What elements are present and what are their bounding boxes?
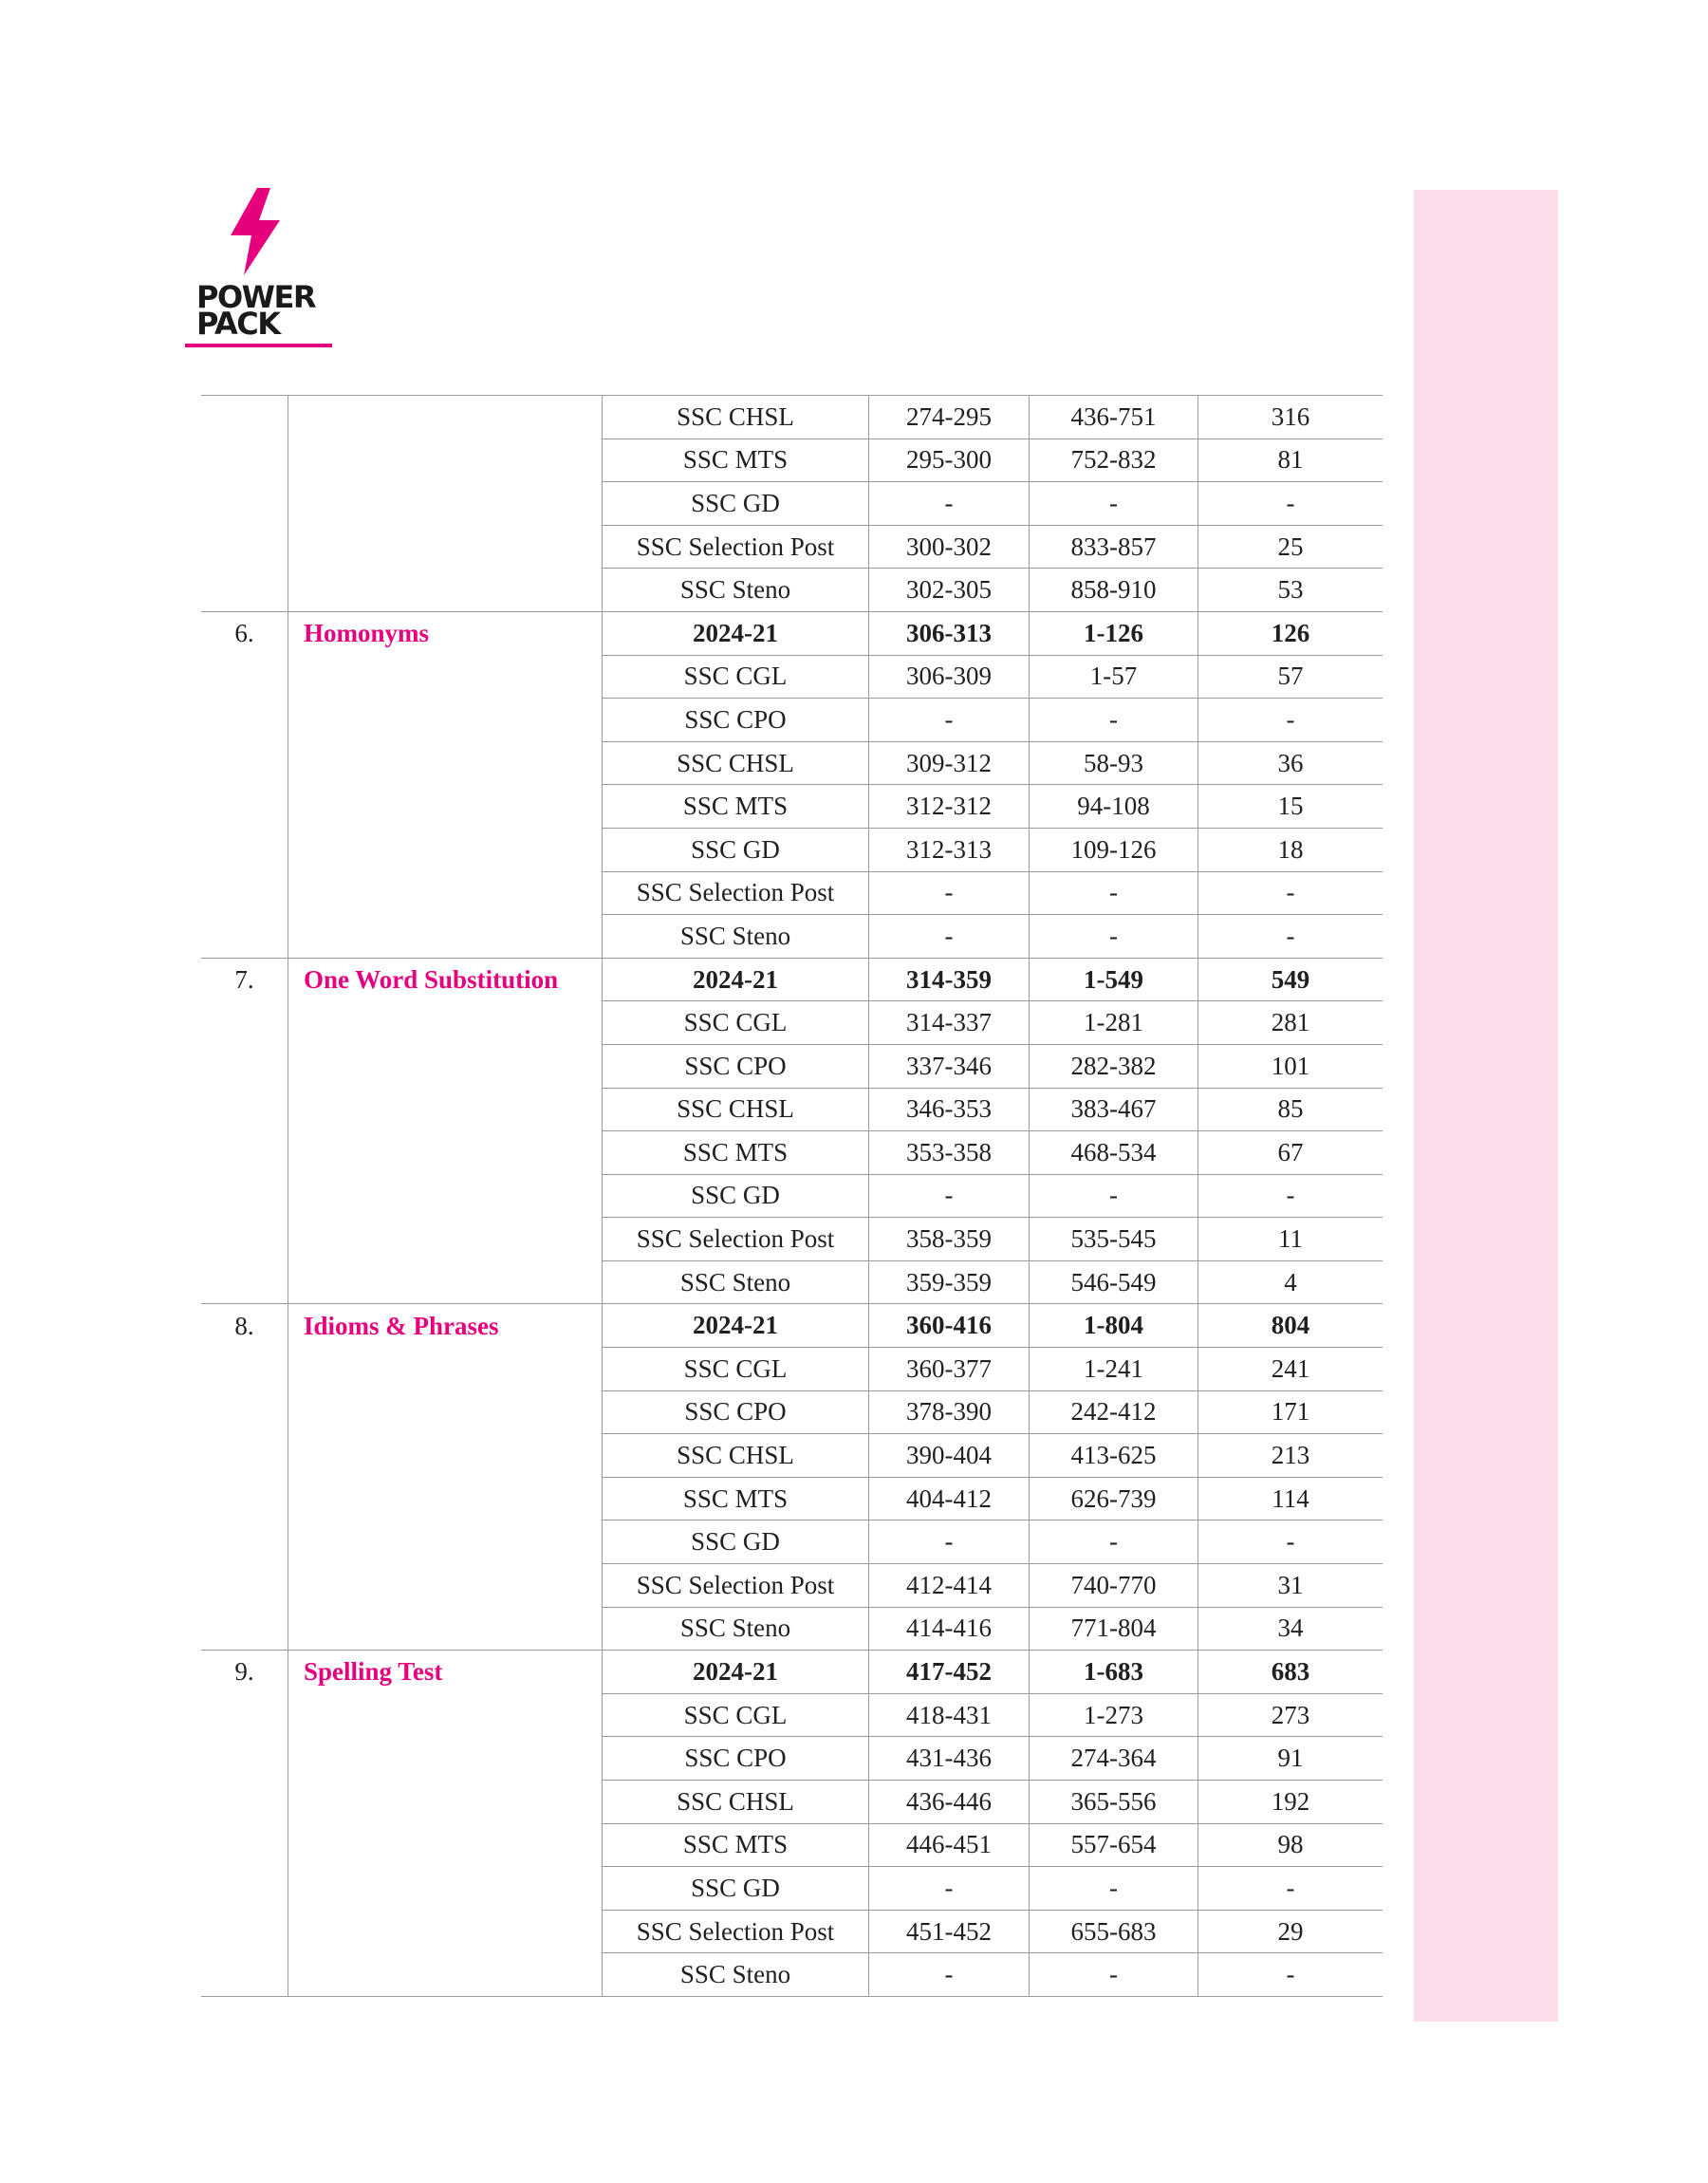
page-range: 390-404 [869,1434,1030,1478]
question-range: 1-273 [1030,1693,1198,1737]
exam-row [201,438,1383,482]
topic-number: 8. [201,1304,288,1348]
lightning-bolt-icon [227,188,284,275]
exam-row [201,1218,1383,1261]
exam-name: 2024-21 [603,958,869,1001]
question-range: 771-804 [1030,1607,1198,1651]
question-total: - [1198,915,1383,959]
question-range: 1-57 [1030,655,1198,699]
question-total: 11 [1198,1218,1383,1261]
exam-name: 2024-21 [603,611,869,655]
exam-name: SSC MTS [603,785,869,829]
exam-name: SSC CGL [603,1348,869,1391]
exam-row [201,1737,1383,1781]
question-total: 549 [1198,958,1383,1001]
topic-number [201,1910,288,1953]
exam-name: SSC Steno [603,1260,869,1304]
topic-number [201,1434,288,1478]
question-total: 34 [1198,1607,1383,1651]
question-range: 1-804 [1030,1304,1198,1348]
topic-name [288,438,603,482]
question-range: 1-126 [1030,611,1198,655]
exam-name: SSC GD [603,1867,869,1911]
topic-name [288,741,603,785]
topic-number [201,915,288,959]
exam-name: SSC MTS [603,1131,869,1175]
topic-number [201,1607,288,1651]
exam-name: SSC GD [603,1521,869,1564]
topic-row [201,611,1383,655]
exam-row [201,1434,1383,1478]
question-total: - [1198,1867,1383,1911]
exam-name: SSC Steno [603,1607,869,1651]
question-range: 365-556 [1030,1781,1198,1824]
exam-row [201,1910,1383,1953]
page-range: 314-337 [869,1001,1030,1045]
topic-number [201,1823,288,1867]
page-range: - [869,1867,1030,1911]
question-total: 683 [1198,1651,1383,1694]
exam-row [201,1607,1383,1651]
exam-row [201,699,1383,742]
page-range: 446-451 [869,1823,1030,1867]
logo-underline [185,344,332,347]
question-total: 281 [1198,1001,1383,1045]
exam-name: SSC CHSL [603,1781,869,1824]
topic-name [288,1910,603,1953]
topic-name [288,1953,603,1997]
question-range: - [1030,482,1198,526]
topic-number [201,828,288,871]
question-range: 740-770 [1030,1564,1198,1608]
exam-name: SSC Selection Post [603,871,869,915]
exam-name: SSC Selection Post [603,1218,869,1261]
topic-name [288,1218,603,1261]
page-range: 436-446 [869,1781,1030,1824]
exam-name: SSC Selection Post [603,1564,869,1608]
topic-number: 7. [201,958,288,1001]
page-range: - [869,699,1030,742]
question-range: - [1030,699,1198,742]
question-range: 58-93 [1030,741,1198,785]
exam-name: SSC Steno [603,569,869,612]
exam-name: SSC GD [603,482,869,526]
exam-name: SSC Steno [603,1953,869,1997]
question-total: 25 [1198,525,1383,569]
page-range: 451-452 [869,1910,1030,1953]
question-range: 436-751 [1030,396,1198,439]
question-range: 282-382 [1030,1044,1198,1088]
question-total: 85 [1198,1088,1383,1131]
exam-name: SSC MTS [603,438,869,482]
exam-name: SSC Selection Post [603,525,869,569]
question-total: 15 [1198,785,1383,829]
question-total: 57 [1198,655,1383,699]
topic-name [288,1001,603,1045]
topic-number [201,785,288,829]
question-range: 1-281 [1030,1001,1198,1045]
page-range: - [869,1521,1030,1564]
topic-number [201,1953,288,1997]
topic-number [201,525,288,569]
page-range: 312-312 [869,785,1030,829]
question-total: 36 [1198,741,1383,785]
question-range: 752-832 [1030,438,1198,482]
topic-name [288,1521,603,1564]
topic-name [288,1260,603,1304]
question-total: 53 [1198,569,1383,612]
exam-name: SSC CHSL [603,396,869,439]
page-range: 300-302 [869,525,1030,569]
topic-name [288,655,603,699]
exam-row [201,1781,1383,1824]
contents-table [201,395,1383,1997]
exam-name: SSC MTS [603,1477,869,1521]
power-pack-logo [185,188,337,349]
exam-name: SSC CPO [603,1390,869,1434]
topic-name [288,1607,603,1651]
exam-row [201,482,1383,526]
topic-name [288,1348,603,1391]
exam-row [201,1131,1383,1175]
question-total: 316 [1198,396,1383,439]
exam-name: SSC CHSL [603,1434,869,1478]
page-range: 314-359 [869,958,1030,1001]
question-range: - [1030,1174,1198,1218]
topic-number [201,1174,288,1218]
topic-name [288,1044,603,1088]
exam-name: 2024-21 [603,1304,869,1348]
exam-row [201,1390,1383,1434]
question-total: 114 [1198,1477,1383,1521]
topic-number [201,1044,288,1088]
question-range: - [1030,1953,1198,1997]
question-total: 98 [1198,1823,1383,1867]
exam-row [201,569,1383,612]
side-color-strip [1414,190,1558,2022]
question-range: 1-549 [1030,958,1198,1001]
question-total: - [1198,482,1383,526]
page-range: 360-416 [869,1304,1030,1348]
topic-name [288,1390,603,1434]
question-range: - [1030,1867,1198,1911]
question-range: 557-654 [1030,1823,1198,1867]
page-range: 337-346 [869,1044,1030,1088]
page-range: 346-353 [869,1088,1030,1131]
topic-number [201,871,288,915]
exam-name: SSC CPO [603,699,869,742]
exam-name: SSC CHSL [603,1088,869,1131]
page-range: 302-305 [869,569,1030,612]
question-range: 1-683 [1030,1651,1198,1694]
question-range: 655-683 [1030,1910,1198,1953]
exam-row [201,741,1383,785]
question-range: 833-857 [1030,525,1198,569]
question-total: 171 [1198,1390,1383,1434]
topic-name: Homonyms [288,611,603,655]
exam-row [201,525,1383,569]
exam-row [201,396,1383,439]
page-range: - [869,1953,1030,1997]
exam-row [201,1564,1383,1608]
topic-number [201,482,288,526]
question-total: 29 [1198,1910,1383,1953]
exam-name: SSC CGL [603,655,869,699]
topic-name [288,1564,603,1608]
topic-name [288,915,603,959]
exam-name: SSC CGL [603,1001,869,1045]
logo-word-pack: PACK [196,306,280,342]
exam-row [201,1477,1383,1521]
topic-name [288,699,603,742]
page-range: 353-358 [869,1131,1030,1175]
topic-name: One Word Substitution [288,958,603,1001]
exam-row [201,828,1383,871]
topic-row [201,1304,1383,1348]
topic-name [288,1174,603,1218]
exam-name: SSC CGL [603,1693,869,1737]
topic-number: 6. [201,611,288,655]
question-range: 626-739 [1030,1477,1198,1521]
topic-name [288,1823,603,1867]
topic-row [201,958,1383,1001]
topic-name [288,871,603,915]
question-total: 126 [1198,611,1383,655]
page-range: 360-377 [869,1348,1030,1391]
page-range: 309-312 [869,741,1030,785]
page-range: 274-295 [869,396,1030,439]
topic-name [288,1477,603,1521]
topic-name [288,1131,603,1175]
topic-number [201,1781,288,1824]
question-total: 18 [1198,828,1383,871]
topic-number [201,655,288,699]
exam-row [201,655,1383,699]
question-range: 109-126 [1030,828,1198,871]
exam-row [201,785,1383,829]
topic-number [201,1348,288,1391]
topic-number [201,1564,288,1608]
page-range: 414-416 [869,1607,1030,1651]
topic-number: 9. [201,1651,288,1694]
topic-number [201,1088,288,1131]
topic-number [201,396,288,439]
topic-name [288,828,603,871]
topic-name [288,396,603,439]
topic-number [201,741,288,785]
page-range: 306-309 [869,655,1030,699]
page-range: 412-414 [869,1564,1030,1608]
question-total: 91 [1198,1737,1383,1781]
topic-name [288,1434,603,1478]
question-range: 242-412 [1030,1390,1198,1434]
page-range: 417-452 [869,1651,1030,1694]
exam-row [201,1044,1383,1088]
page-range: 404-412 [869,1477,1030,1521]
question-total: 273 [1198,1693,1383,1737]
exam-row [201,1521,1383,1564]
topic-number [201,1131,288,1175]
page-range: 306-313 [869,611,1030,655]
page-range: 359-359 [869,1260,1030,1304]
page-range: 312-313 [869,828,1030,871]
question-total: 31 [1198,1564,1383,1608]
page-range: 378-390 [869,1390,1030,1434]
question-range: 274-364 [1030,1737,1198,1781]
topic-name [288,569,603,612]
exam-row [201,1088,1383,1131]
exam-row [201,1693,1383,1737]
exam-row [201,1001,1383,1045]
question-total: 804 [1198,1304,1383,1348]
topic-number [201,1001,288,1045]
exam-row [201,1260,1383,1304]
question-range: - [1030,915,1198,959]
exam-row [201,1867,1383,1911]
question-range: 413-625 [1030,1434,1198,1478]
page-range: 295-300 [869,438,1030,482]
topic-number [201,1477,288,1521]
question-total: 241 [1198,1348,1383,1391]
topic-number [201,438,288,482]
page-range: - [869,482,1030,526]
page-range: 431-436 [869,1737,1030,1781]
topic-number [201,1867,288,1911]
exam-row [201,871,1383,915]
exam-row [201,1348,1383,1391]
question-total: - [1198,1174,1383,1218]
exam-name: SSC MTS [603,1823,869,1867]
exam-name: SSC CPO [603,1737,869,1781]
page-range: - [869,915,1030,959]
page-range: - [869,871,1030,915]
question-range: 546-549 [1030,1260,1198,1304]
topic-row [201,1651,1383,1694]
topic-name [288,1781,603,1824]
exam-name: SSC Steno [603,915,869,959]
question-range: - [1030,1521,1198,1564]
topic-name [288,1088,603,1131]
topic-name: Idioms & Phrases [288,1304,603,1348]
exam-row [201,1174,1383,1218]
topic-name [288,482,603,526]
question-total: 192 [1198,1781,1383,1824]
question-range: 1-241 [1030,1348,1198,1391]
topic-name [288,1737,603,1781]
topic-name [288,1867,603,1911]
exam-name: 2024-21 [603,1651,869,1694]
question-total: - [1198,1953,1383,1997]
logo-word-power: POWER [196,279,315,315]
topic-number [201,699,288,742]
question-range: 383-467 [1030,1088,1198,1131]
topic-number [201,1521,288,1564]
exam-name: SSC Selection Post [603,1910,869,1953]
exam-name: SSC CPO [603,1044,869,1088]
topic-name [288,785,603,829]
question-total: 101 [1198,1044,1383,1088]
page-range: 358-359 [869,1218,1030,1261]
topic-name: Spelling Test [288,1651,603,1694]
question-total: 4 [1198,1260,1383,1304]
exam-name: SSC GD [603,828,869,871]
exam-name: SSC GD [603,1174,869,1218]
question-range: - [1030,871,1198,915]
topic-number [201,1693,288,1737]
topic-number [201,569,288,612]
question-range: 858-910 [1030,569,1198,612]
exam-name: SSC CHSL [603,741,869,785]
topic-number [201,1218,288,1261]
topic-number [201,1260,288,1304]
exam-row [201,915,1383,959]
question-total: 213 [1198,1434,1383,1478]
exam-row [201,1953,1383,1997]
question-range: 468-534 [1030,1131,1198,1175]
question-total: 67 [1198,1131,1383,1175]
topic-number [201,1737,288,1781]
question-total: 81 [1198,438,1383,482]
question-range: 94-108 [1030,785,1198,829]
question-total: - [1198,1521,1383,1564]
topic-number [201,1390,288,1434]
question-total: - [1198,699,1383,742]
topic-name [288,525,603,569]
exam-row [201,1823,1383,1867]
topic-name [288,1693,603,1737]
question-range: 535-545 [1030,1218,1198,1261]
page-range: 418-431 [869,1693,1030,1737]
question-total: - [1198,871,1383,915]
page-range: - [869,1174,1030,1218]
